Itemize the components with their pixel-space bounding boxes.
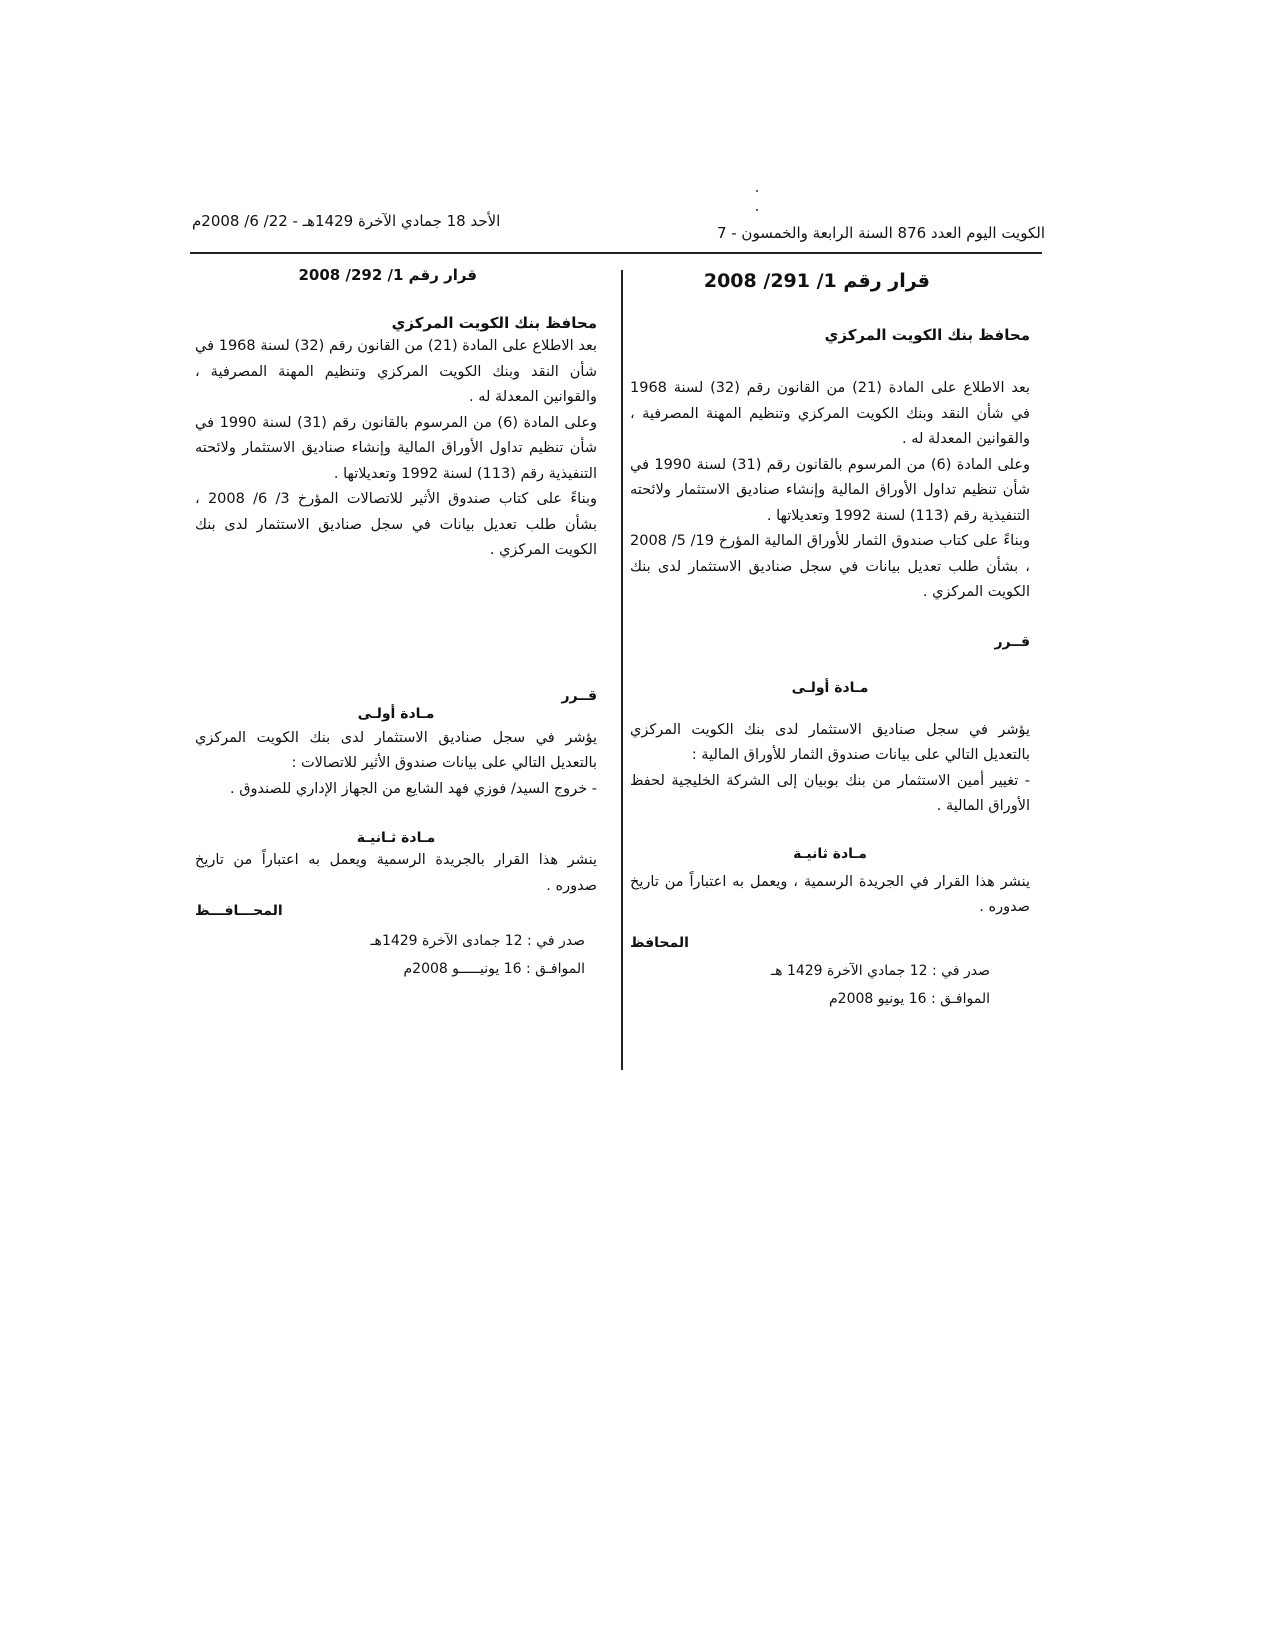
- issuing-authority: محافظ بنك الكويت المركزي: [391, 314, 597, 332]
- preamble: [630, 376, 1030, 606]
- article-paragraph: يؤشر في سجل صناديق الاستثمار لدى بنك الكويت المركزي بالتعديل التالي على بيانات صندوق الأثير للاتصالات :: [195, 729, 597, 771]
- decision-title: قرار رقم 1/ 292/ 2008: [298, 266, 477, 284]
- article-paragraph: - خروج السيد/ فوزي فهد الشايع من الجهاز الإداري للصندوق .: [230, 780, 597, 797]
- article-2-title: مـادة ثانيـة: [793, 845, 867, 862]
- article-2-body: [195, 848, 597, 899]
- article-1-title: مـادة أولـى: [791, 679, 869, 696]
- issuing-authority: محافظ بنك الكويت المركزي: [824, 326, 1030, 344]
- decision-291: [630, 266, 1030, 1013]
- preamble: [195, 334, 597, 564]
- article-paragraph: يؤشر في سجل صناديق الاستثمار لدى بنك الكويت المركزي بالتعديل التالي على بيانات صندوق الثمار للأوراق المالية :: [630, 721, 1030, 763]
- article-paragraph: - تغيير أمين الاستثمار من بنك بوبيان إلى الشركة الخليجية لحفظ الأوراق المالية .: [630, 772, 1030, 814]
- preamble-paragraph: وعلى المادة (6) من المرسوم بالقانون رقم (31) لسنة 1990 في شأن تنظيم تداول الأوراق المالية وإنشاء صناديق الاستثمار ولائحته التنفيذية رقم (113) لسنة 1992 وتعديلاتها .: [630, 456, 1030, 524]
- article-1-body: [195, 726, 597, 803]
- speck: [756, 190, 758, 192]
- article-1-title: مـادة أولـى: [357, 705, 435, 722]
- article-1-body: [630, 718, 1030, 820]
- preamble-paragraph: بعد الاطلاع على المادة (21) من القانون رقم (32) لسنة 1968 في شأن النقد وبنك الكويت المركزي وتنظيم المهنة المصرفية ، والقوانين المعدلة له .: [630, 380, 1030, 447]
- column-divider: [621, 270, 623, 1070]
- preamble-paragraph: وعلى المادة (6) من المرسوم بالقانون رقم (31) لسنة 1990 في شأن تنظيم تداول الأوراق المالية وإنشاء صناديق الاستثمار ولائحته التنفيذية رقم (113) لسنة 1992 وتعديلاتها .: [195, 414, 597, 482]
- preamble-paragraph: بعد الاطلاع على المادة (21) من القانون رقم (32) لسنة 1968 في شأن النقد وبنك الكويت المركزي وتنظيم المهنة المصرفية ، والقوانين المعدلة له .: [195, 338, 597, 405]
- corresponding-date: الموافـق : 16 يونيـــــو 2008م: [403, 961, 585, 977]
- issued-at: صدر في : 12 جمادي الآخرة 1429 هـ: [771, 962, 990, 979]
- article-2-body: [630, 870, 1030, 921]
- signature: المحـــافـــظ: [195, 903, 283, 919]
- decision-title: قرار رقم 1/ 291/ 2008: [703, 270, 930, 292]
- corresponding-date: الموافـق : 16 يونيو 2008م: [829, 990, 990, 1007]
- preamble-paragraph: وبناءً على كتاب صندوق الثمار للأوراق المالية المؤرخ 19/ 5/ 2008 ، بشأن طلب تعديل بيانات في سجل صناديق الاستثمار لدى بنك الكويت المركزي .: [630, 533, 1031, 600]
- signature: المحافظ: [630, 934, 689, 951]
- decided-heading: قــرر: [561, 687, 597, 704]
- speck: [756, 209, 758, 211]
- header-left: الأحد 18 جمادي الآخرة 1429هـ - 22/ 6/ 2008م: [192, 212, 501, 230]
- header-rule: [190, 252, 1042, 254]
- article-paragraph: ينشر هذا القرار بالجريدة الرسمية ويعمل به اعتباراً من تاريخ صدوره .: [195, 852, 597, 894]
- decision-292: [195, 266, 597, 983]
- header-right: الكويت اليوم العدد 876 السنة الرابعة والخمسون - 7: [716, 224, 1045, 242]
- decided-heading: قــرر: [994, 633, 1030, 650]
- issue-date-block: [195, 927, 597, 983]
- article-2-title: مـادة ثـانيـة: [356, 830, 436, 846]
- issued-at: صدر في : 12 جمادى الآخرة 1429هـ: [370, 933, 585, 949]
- article-paragraph: ينشر هذا القرار في الجريدة الرسمية ، ويعمل به اعتباراً من تاريخ صدوره .: [630, 873, 1030, 915]
- issue-date-block: [630, 957, 1030, 1013]
- preamble-paragraph: وبناءً على كتاب صندوق الأثير للاتصالات المؤرخ 3/ 6/ 2008 ، بشأن طلب تعديل بيانات في سجل صناديق الاستثمار لدى بنك الكويت المركزي .: [195, 491, 597, 558]
